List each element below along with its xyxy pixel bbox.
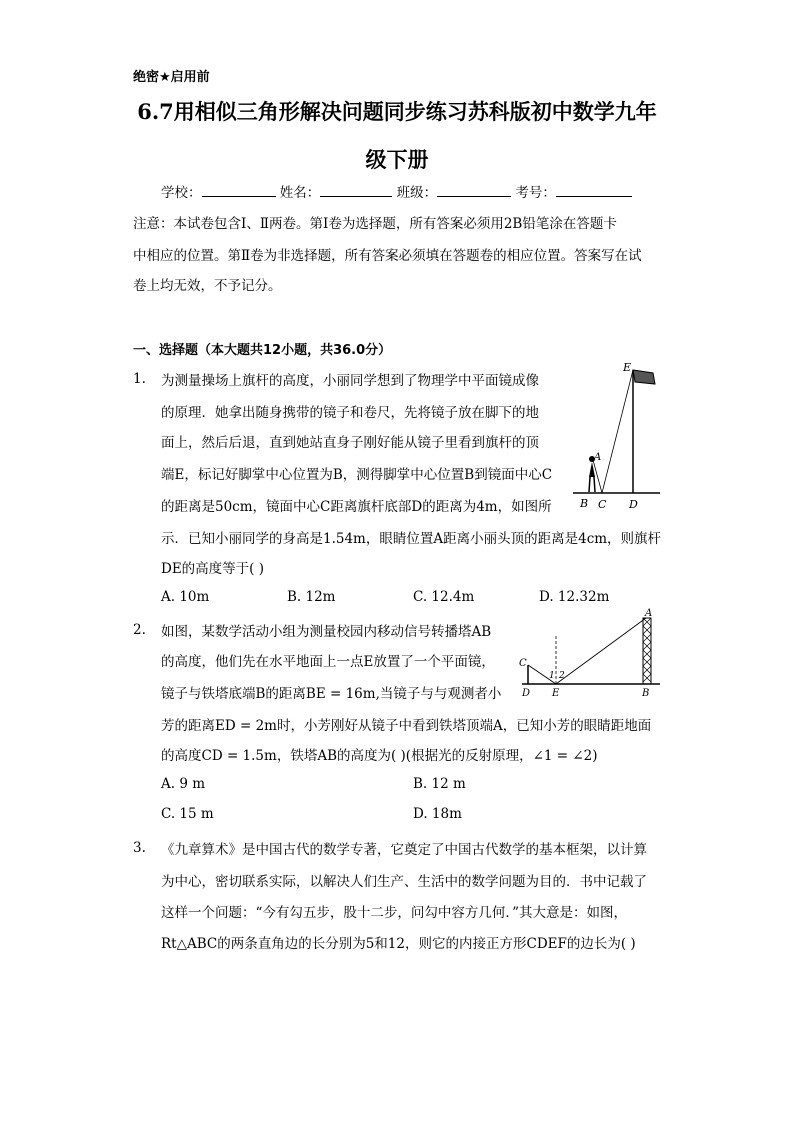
label-b: B (580, 497, 589, 510)
option-d: D. 18m (413, 806, 462, 822)
question-text-line: Rt△ABC的两条直角边的长分别为5和12，则它的内接正方形CDEF的边长为( ) (161, 936, 636, 952)
question-text-line: 这样一个问题：“今有勾五步，股十二步，问勾中容方几何．”其大意是：如图， (161, 905, 628, 921)
student-info-row (161, 181, 632, 201)
person-leg (589, 477, 590, 492)
label-b: B (642, 688, 650, 699)
option-c: C. 15 m (161, 806, 214, 822)
label-e: E (552, 688, 560, 699)
notice-line: 卷上均无效，不予记分。 (133, 278, 282, 294)
class-blank (437, 184, 511, 197)
question-text-line: 的高度CD = 1.5m，铁塔AB的高度为( )(根据光的反射原理，∠1 = ∠2) (161, 748, 598, 764)
tower-lattice (643, 618, 651, 682)
light-ray-e (602, 370, 633, 493)
label-d: D (629, 498, 638, 511)
question-text-line: 芳的距离ED = 2m时，小芳刚好从镜子中看到铁塔顶端A，已知小芳的眼睛距地面 (161, 718, 652, 734)
option-b: B. 12m (287, 589, 336, 605)
label-a: A (645, 608, 653, 619)
label-angle-2: 2 (559, 671, 565, 681)
question-text-line: 示．已知小丽同学的身高是1.54m，眼睛位置A距离小丽头顶的距离是4cm，则旗杆 (161, 531, 662, 547)
label-a: A (594, 452, 602, 463)
option-d: D. 12.32m (539, 589, 610, 605)
question-text-line: DE的高度等于( ) (161, 561, 265, 577)
school-blank (202, 184, 276, 197)
question-text-line: 为测量操场上旗杆的高度，小丽同学想到了物理学中平面镜成像 (161, 373, 539, 389)
label-c: C (519, 658, 527, 669)
question-text-line: 镜子与铁塔底端B的距离BE = 16m,当镜子与与观测者小 (161, 686, 502, 702)
question-number: 3. (133, 840, 146, 856)
option-a: A. 9 m (161, 776, 206, 792)
section-heading: 一、选择题（本大题共12小题，共36.0分） (133, 343, 392, 358)
question-text-line: 为中心，密切联系实际，以解决人们生产、生活中的数学问题为目的．书中记载了 (161, 874, 647, 890)
label-d: D (522, 688, 531, 699)
notice-line: 中相应的位置。第Ⅱ卷为非选择题，所有答案必须填在答题卷的相应位置。答案写在试 (133, 248, 642, 264)
flagpole-figure (565, 360, 665, 512)
page-title: 6.7用相似三角形解决问题同步练习苏科版初中数学九年 (137, 99, 657, 124)
name-label: 姓名： (279, 185, 321, 201)
option-b: B. 12 m (413, 776, 466, 792)
school-label: 学校： (161, 185, 202, 201)
question-text-line: 如图，某数学活动小组为测量校园内移动信号转播塔AB (161, 624, 492, 640)
question-text-line: 的距离是50cm，镜面中心C距离旗杆底部D的距离为4m，如图所 (161, 499, 552, 515)
question-number: 1. (133, 371, 146, 387)
number-blank (556, 184, 632, 197)
question-text-line: 的原理．她拿出随身携带的镜子和卷尺，先将镜子放在脚下的地 (161, 405, 539, 421)
question-text-line: 面上，然后后退，直到她站直身子刚好能从镜子里看到旗杆的顶 (161, 435, 539, 451)
question-text-line: 《九章算术》是中国古代的数学专著，它奠定了中国古代数学的基本框架，以计算 (161, 842, 647, 858)
class-label: 班级： (396, 185, 438, 201)
question-text-line: 端E，标记好脚掌中心位置为B，测得脚掌中心位置B到镜面中心C (161, 467, 553, 483)
secret-mark: 绝密★启用前 (133, 70, 210, 85)
question-text-line: 的高度，他们先在水平地面上一点E放置了一个平面镜， (161, 654, 495, 670)
name-blank (320, 184, 392, 197)
page-title-continued: 级下册 (365, 147, 429, 172)
number-label: 考号： (515, 185, 556, 201)
option-a: A. 10m (161, 589, 210, 605)
option-c: C. 12.4m (413, 589, 475, 605)
label-angle-1: 1 (549, 671, 555, 681)
flag (633, 370, 655, 384)
tower-figure (514, 606, 664, 700)
notice-line: 注意：本试卷包含Ⅰ、Ⅱ两卷。第Ⅰ卷为选择题，所有答案必须用2B铅笔涂在答题卡 (133, 216, 617, 232)
label-c: C (598, 498, 607, 511)
person-leg (594, 477, 595, 492)
question-number: 2. (133, 622, 146, 638)
label-e: E (623, 361, 632, 374)
ray-ea (556, 618, 646, 684)
